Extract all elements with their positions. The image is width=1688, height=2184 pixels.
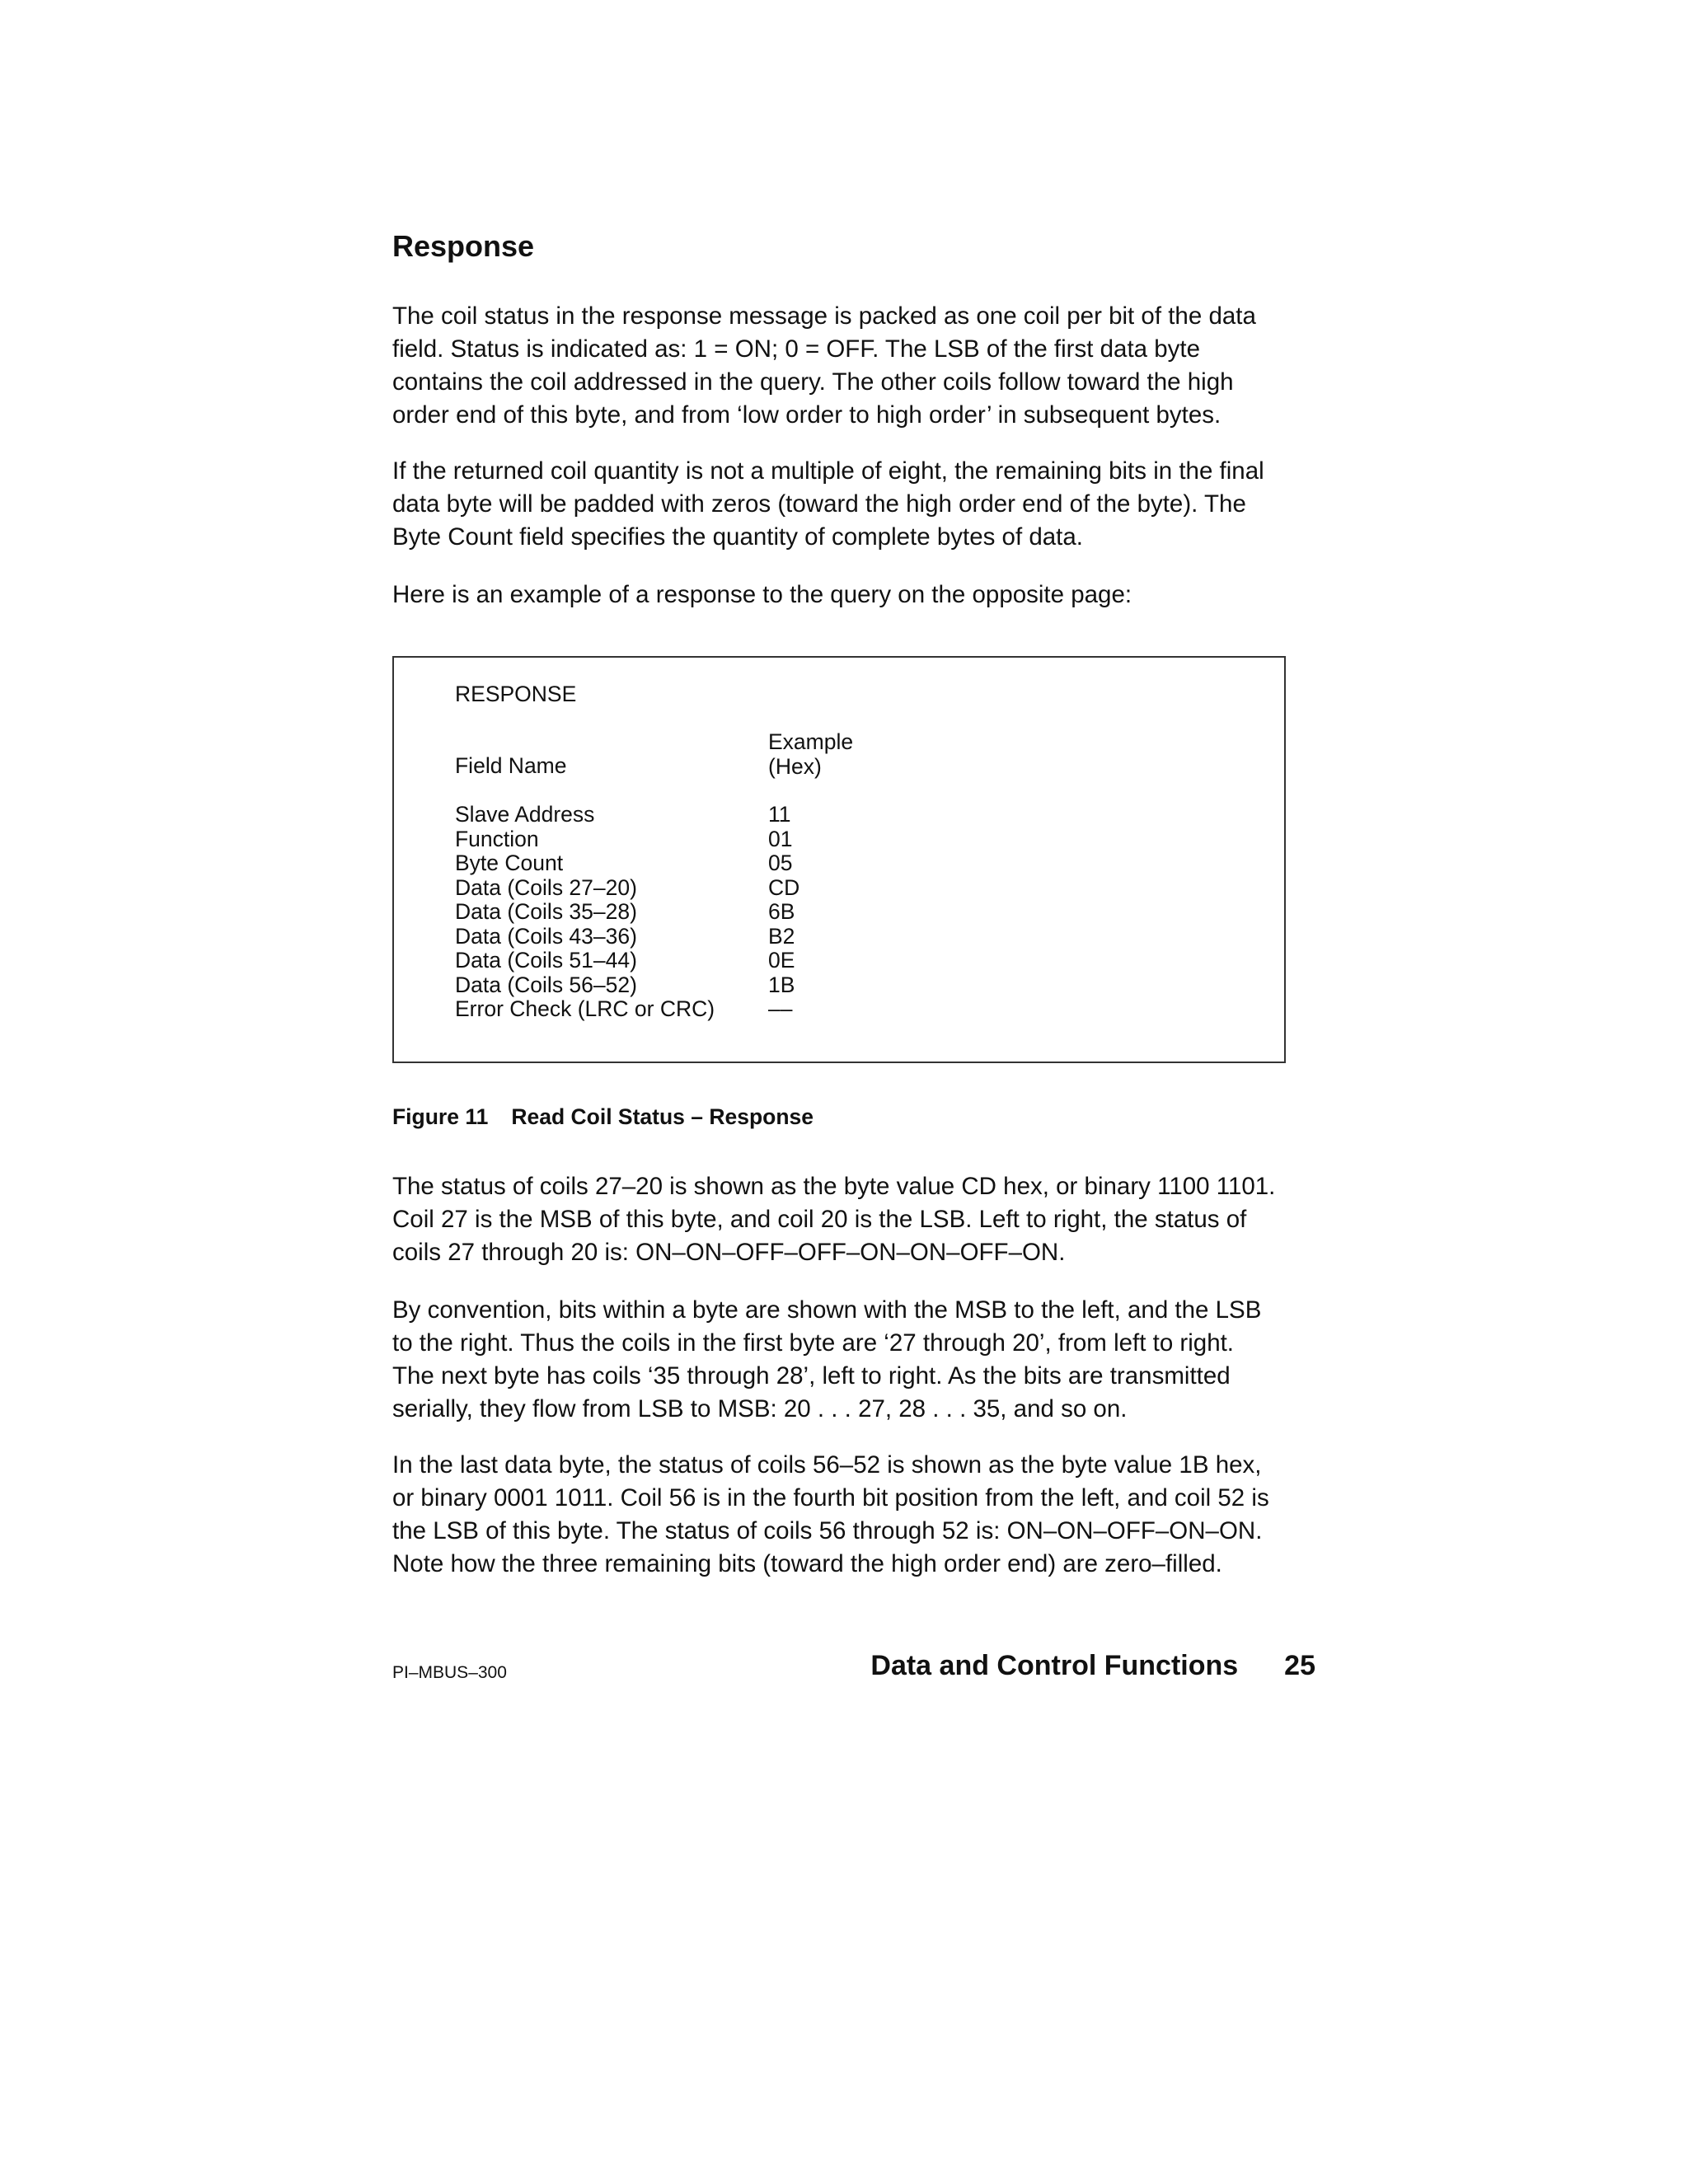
footer-section-title [870,1650,1315,1682]
field-name: Data (Coils 51–44) [455,948,637,972]
paragraph-example-intro: Here is an example of a response to the query on the opposite page: [392,581,1132,608]
field-name: Data (Coils 27–20) [455,874,637,900]
response-figure-box [392,656,1286,1063]
figure-caption-number: Figure 11 [392,1104,489,1129]
table-row [455,973,1032,998]
page-number: 25 [1284,1650,1315,1681]
paragraph-coil-status-packing: The coil status in the response message is packed as one coil per bit of the data field. Status is indicated as: 1 = ON; 0 = OFF. The LSB of the first data byte contains the coil addressed in the query. The other coils follow toward the high order end of this byte, and from ‘low order to high order’ in subsequent bytes. [392,302,1256,429]
table-row [455,925,1032,949]
paragraph-bit-order-convention: By convention, bits within a byte are shown with the MSB to the left, and the LSB to the right. Thus the coils in the first byte are ‘27 through 20’, from left to right. The next byte has coils ‘35 through 28’, left to right. As the bits are transmitted serially, they flow from LSB to MSB: 20 . . . 27, 28 . . . 35, and so on. [392,1296,1262,1422]
field-name: Data (Coils 56–52) [455,972,637,997]
field-value: B2 [768,923,795,949]
field-name: Slave Address [455,802,595,827]
column-header-example-hex: Example (Hex) [768,729,854,779]
table-row [455,803,1032,827]
footer-doc-id: PI–MBUS–300 [392,1663,507,1682]
table-row [455,949,1032,973]
column-header-field-name: Field Name [455,753,567,778]
field-name: Function [455,826,539,851]
section-heading: Response [392,229,535,263]
field-name: Data (Coils 35–28) [455,899,637,924]
field-name: Error Check (LRC or CRC) [455,996,715,1021]
paragraph-first-byte-status: The status of coils 27–20 is shown as the byte value CD hex, or binary 1100 1101. Coil 27 is the MSB of this byte, and coil 20 is the LSB. Left to right, the status of coils 27 through 20 is: ON–ON–OFF–OFF–ON–ON–OFF–ON. [392,1173,1276,1266]
figure-title: RESPONSE [455,682,577,706]
table-row [455,997,1032,1022]
field-value: –– [768,996,793,1021]
table-row [455,900,1032,925]
field-table [455,803,1032,1022]
field-value: 01 [768,826,793,851]
field-value: 05 [768,851,793,875]
table-row [455,876,1032,901]
field-value: CD [768,874,800,900]
figure-caption-text: Read Coil Status – Response [511,1104,814,1129]
table-row [455,851,1032,876]
field-value: 1B [768,972,795,997]
field-value: 6B [768,899,795,924]
figure-caption [392,1104,814,1130]
paragraph-last-byte-status: In the last data byte, the status of coils 56–52 is shown as the byte value 1B hex, or binary 0001 1011. Coil 56 is in the fourth bit position from the left, and coil 52 is the LSB of this byte. The status of coils 56 through 52 is: ON–ON–OFF–ON–ON. Note how the three remaining bits (toward the high order end) are zero–filled. [392,1451,1269,1577]
field-value: 11 [768,802,791,827]
paragraph-padding: If the returned coil quantity is not a multiple of eight, the remaining bits in the final data byte will be padded with zeros (toward the high order end of the byte). The Byte Count field specifies the quantity of complete bytes of data. [392,457,1264,551]
field-name: Data (Coils 43–36) [455,923,637,949]
footer-section-name: Data and Control Functions [870,1650,1239,1681]
table-row [455,827,1032,852]
field-name: Byte Count [455,851,564,875]
field-value: 0E [768,948,795,972]
